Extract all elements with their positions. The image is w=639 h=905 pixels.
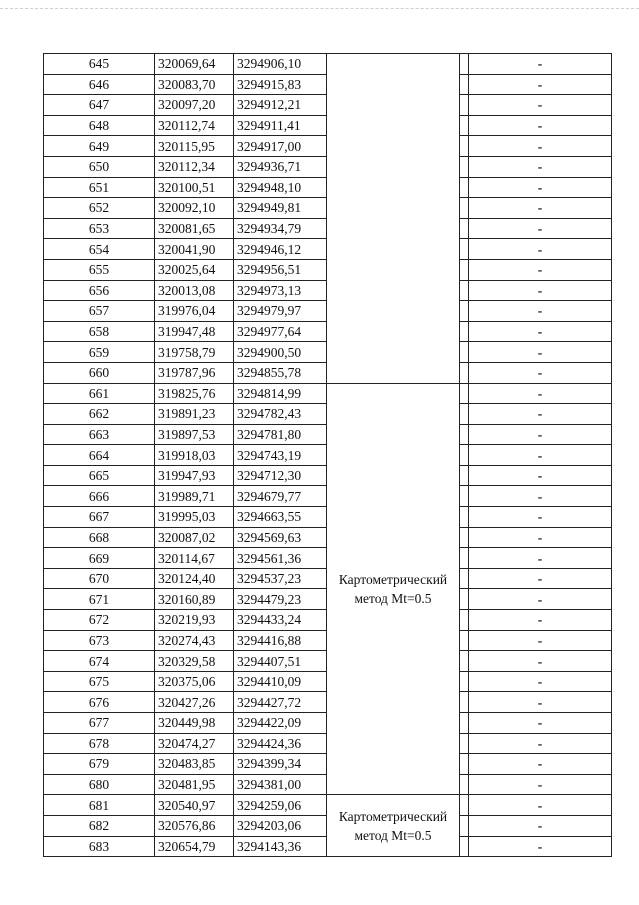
- empty-cell: [460, 54, 469, 75]
- value-dash: -: [469, 136, 612, 157]
- point-number: 662: [44, 404, 155, 425]
- empty-cell: [460, 321, 469, 342]
- empty-cell: [460, 630, 469, 651]
- coordinate-x: 320219,93: [155, 610, 234, 631]
- coordinate-y: 3294949,81: [234, 198, 327, 219]
- coordinate-x: 319787,96: [155, 362, 234, 383]
- method-cell: Картометрический метод Mt=0.5: [327, 383, 460, 795]
- empty-cell: [460, 589, 469, 610]
- value-dash: -: [469, 795, 612, 816]
- point-number: 672: [44, 610, 155, 631]
- value-dash: -: [469, 95, 612, 116]
- empty-cell: [460, 445, 469, 466]
- coordinate-y: 3294743,19: [234, 445, 327, 466]
- empty-cell: [460, 280, 469, 301]
- value-dash: -: [469, 301, 612, 322]
- coordinate-y: 3294663,55: [234, 507, 327, 528]
- empty-cell: [460, 301, 469, 322]
- point-number: 678: [44, 733, 155, 754]
- coordinate-x: 320083,70: [155, 74, 234, 95]
- coordinate-x: 320069,64: [155, 54, 234, 75]
- value-dash: -: [469, 774, 612, 795]
- coordinate-x: 320081,65: [155, 218, 234, 239]
- coordinate-x: 319891,23: [155, 404, 234, 425]
- empty-cell: [460, 156, 469, 177]
- coordinate-x: 320100,51: [155, 177, 234, 198]
- coordinate-x: 320375,06: [155, 671, 234, 692]
- coordinate-y: 3294433,24: [234, 610, 327, 631]
- empty-cell: [460, 404, 469, 425]
- empty-cell: [460, 259, 469, 280]
- coordinate-y: 3294679,77: [234, 486, 327, 507]
- value-dash: -: [469, 404, 612, 425]
- coordinate-y: 3294936,71: [234, 156, 327, 177]
- coordinate-y: 3294479,23: [234, 589, 327, 610]
- coordinate-y: 3294912,21: [234, 95, 327, 116]
- point-number: 652: [44, 198, 155, 219]
- coordinate-x: 319758,79: [155, 342, 234, 363]
- value-dash: -: [469, 198, 612, 219]
- coordinate-x: 320112,74: [155, 115, 234, 136]
- coordinate-y: 3294424,36: [234, 733, 327, 754]
- coordinates-table: [43, 53, 612, 857]
- value-dash: -: [469, 383, 612, 404]
- point-number: 660: [44, 362, 155, 383]
- value-dash: -: [469, 259, 612, 280]
- empty-cell: [460, 507, 469, 528]
- point-number: 667: [44, 507, 155, 528]
- point-number: 658: [44, 321, 155, 342]
- value-dash: -: [469, 733, 612, 754]
- point-number: 663: [44, 424, 155, 445]
- empty-cell: [460, 239, 469, 260]
- empty-cell: [460, 610, 469, 631]
- coordinate-y: 3294399,34: [234, 754, 327, 775]
- coordinate-x: 320092,10: [155, 198, 234, 219]
- point-number: 665: [44, 465, 155, 486]
- coordinate-y: 3294979,97: [234, 301, 327, 322]
- value-dash: -: [469, 589, 612, 610]
- coordinate-y: 3294712,30: [234, 465, 327, 486]
- value-dash: -: [469, 815, 612, 836]
- point-number: 669: [44, 548, 155, 569]
- point-number: 661: [44, 383, 155, 404]
- point-number: 680: [44, 774, 155, 795]
- empty-cell: [460, 754, 469, 775]
- coordinate-x: 319989,71: [155, 486, 234, 507]
- coordinate-x: 320483,85: [155, 754, 234, 775]
- value-dash: -: [469, 74, 612, 95]
- empty-cell: [460, 95, 469, 116]
- value-dash: -: [469, 156, 612, 177]
- coordinate-y: 3294569,63: [234, 527, 327, 548]
- scan-top-line: [0, 8, 639, 9]
- empty-cell: [460, 115, 469, 136]
- value-dash: -: [469, 836, 612, 857]
- value-dash: -: [469, 177, 612, 198]
- coordinate-x: 320112,34: [155, 156, 234, 177]
- point-number: 666: [44, 486, 155, 507]
- value-dash: -: [469, 548, 612, 569]
- value-dash: -: [469, 424, 612, 445]
- coordinate-y: 3294977,64: [234, 321, 327, 342]
- coordinate-x: 320013,08: [155, 280, 234, 301]
- coordinate-x: 320025,64: [155, 259, 234, 280]
- point-number: 681: [44, 795, 155, 816]
- empty-cell: [460, 548, 469, 569]
- empty-cell: [460, 774, 469, 795]
- method-cell: Картометрический метод Mt=0.5: [327, 795, 460, 857]
- coordinate-x: 319918,03: [155, 445, 234, 466]
- point-number: 670: [44, 568, 155, 589]
- coordinate-x: 319897,53: [155, 424, 234, 445]
- coordinate-y: 3294906,10: [234, 54, 327, 75]
- empty-cell: [460, 713, 469, 734]
- point-number: 650: [44, 156, 155, 177]
- coordinate-y: 3294915,83: [234, 74, 327, 95]
- point-number: 673: [44, 630, 155, 651]
- empty-cell: [460, 198, 469, 219]
- point-number: 646: [44, 74, 155, 95]
- empty-cell: [460, 795, 469, 816]
- point-number: 675: [44, 671, 155, 692]
- point-number: 649: [44, 136, 155, 157]
- point-number: 653: [44, 218, 155, 239]
- value-dash: -: [469, 465, 612, 486]
- coordinate-y: 3294917,00: [234, 136, 327, 157]
- coordinate-y: 3294781,80: [234, 424, 327, 445]
- empty-cell: [460, 671, 469, 692]
- value-dash: -: [469, 486, 612, 507]
- coordinate-y: 3294143,36: [234, 836, 327, 857]
- empty-cell: [460, 177, 469, 198]
- coordinate-x: 320087,02: [155, 527, 234, 548]
- point-number: 674: [44, 651, 155, 672]
- coordinate-x: 320124,40: [155, 568, 234, 589]
- empty-cell: [460, 218, 469, 239]
- point-number: 671: [44, 589, 155, 610]
- method-cell: [327, 54, 460, 384]
- point-number: 659: [44, 342, 155, 363]
- empty-cell: [460, 651, 469, 672]
- coordinate-x: 320097,20: [155, 95, 234, 116]
- value-dash: -: [469, 610, 612, 631]
- coordinate-x: 320540,97: [155, 795, 234, 816]
- coordinate-y: 3294973,13: [234, 280, 327, 301]
- point-number: 651: [44, 177, 155, 198]
- empty-cell: [460, 836, 469, 857]
- value-dash: -: [469, 342, 612, 363]
- value-dash: -: [469, 713, 612, 734]
- value-dash: -: [469, 568, 612, 589]
- coordinate-y: 3294948,10: [234, 177, 327, 198]
- point-number: 668: [44, 527, 155, 548]
- coordinate-x: 320474,27: [155, 733, 234, 754]
- coordinate-y: 3294381,00: [234, 774, 327, 795]
- coordinate-y: 3294259,06: [234, 795, 327, 816]
- coordinate-y: 3294900,50: [234, 342, 327, 363]
- coordinate-y: 3294410,09: [234, 671, 327, 692]
- point-number: 655: [44, 259, 155, 280]
- empty-cell: [460, 362, 469, 383]
- empty-cell: [460, 568, 469, 589]
- coordinate-y: 3294422,09: [234, 713, 327, 734]
- coordinate-x: 320654,79: [155, 836, 234, 857]
- coordinate-y: 3294946,12: [234, 239, 327, 260]
- value-dash: -: [469, 692, 612, 713]
- coordinate-x: 320041,90: [155, 239, 234, 260]
- coordinate-x: 319825,76: [155, 383, 234, 404]
- point-number: 647: [44, 95, 155, 116]
- coordinate-y: 3294203,06: [234, 815, 327, 836]
- point-number: 664: [44, 445, 155, 466]
- coordinate-y: 3294427,72: [234, 692, 327, 713]
- point-number: 677: [44, 713, 155, 734]
- value-dash: -: [469, 239, 612, 260]
- coordinate-x: 320115,95: [155, 136, 234, 157]
- coordinate-x: 320274,43: [155, 630, 234, 651]
- empty-cell: [460, 527, 469, 548]
- coordinate-x: 320449,98: [155, 713, 234, 734]
- empty-cell: [460, 342, 469, 363]
- coordinate-y: 3294956,51: [234, 259, 327, 280]
- value-dash: -: [469, 218, 612, 239]
- coordinate-y: 3294537,23: [234, 568, 327, 589]
- value-dash: -: [469, 280, 612, 301]
- point-number: 657: [44, 301, 155, 322]
- value-dash: -: [469, 527, 612, 548]
- value-dash: -: [469, 115, 612, 136]
- empty-cell: [460, 424, 469, 445]
- value-dash: -: [469, 754, 612, 775]
- coordinate-y: 3294407,51: [234, 651, 327, 672]
- empty-cell: [460, 733, 469, 754]
- point-number: 648: [44, 115, 155, 136]
- point-number: 682: [44, 815, 155, 836]
- point-number: 645: [44, 54, 155, 75]
- coordinate-x: 320329,58: [155, 651, 234, 672]
- point-number: 676: [44, 692, 155, 713]
- empty-cell: [460, 465, 469, 486]
- coordinate-x: 319947,93: [155, 465, 234, 486]
- value-dash: -: [469, 671, 612, 692]
- point-number: 656: [44, 280, 155, 301]
- coordinate-x: 320160,89: [155, 589, 234, 610]
- value-dash: -: [469, 54, 612, 75]
- value-dash: -: [469, 445, 612, 466]
- coordinate-x: 320576,86: [155, 815, 234, 836]
- coordinate-x: 320114,67: [155, 548, 234, 569]
- table-row: [44, 54, 612, 75]
- empty-cell: [460, 383, 469, 404]
- coordinate-y: 3294782,43: [234, 404, 327, 425]
- value-dash: -: [469, 651, 612, 672]
- coordinate-y: 3294855,78: [234, 362, 327, 383]
- coordinate-x: 320481,95: [155, 774, 234, 795]
- coordinate-x: 319976,04: [155, 301, 234, 322]
- value-dash: -: [469, 362, 612, 383]
- table-row: [44, 795, 612, 816]
- table-row: [44, 383, 612, 404]
- coordinate-y: 3294416,88: [234, 630, 327, 651]
- coordinate-y: 3294561,36: [234, 548, 327, 569]
- empty-cell: [460, 74, 469, 95]
- coordinate-x: 319947,48: [155, 321, 234, 342]
- coordinate-y: 3294814,99: [234, 383, 327, 404]
- coordinate-y: 3294934,79: [234, 218, 327, 239]
- point-number: 683: [44, 836, 155, 857]
- value-dash: -: [469, 321, 612, 342]
- coordinate-x: 320427,26: [155, 692, 234, 713]
- empty-cell: [460, 136, 469, 157]
- coordinate-y: 3294911,41: [234, 115, 327, 136]
- point-number: 679: [44, 754, 155, 775]
- point-number: 654: [44, 239, 155, 260]
- empty-cell: [460, 815, 469, 836]
- empty-cell: [460, 692, 469, 713]
- coordinate-x: 319995,03: [155, 507, 234, 528]
- value-dash: -: [469, 630, 612, 651]
- value-dash: -: [469, 507, 612, 528]
- empty-cell: [460, 486, 469, 507]
